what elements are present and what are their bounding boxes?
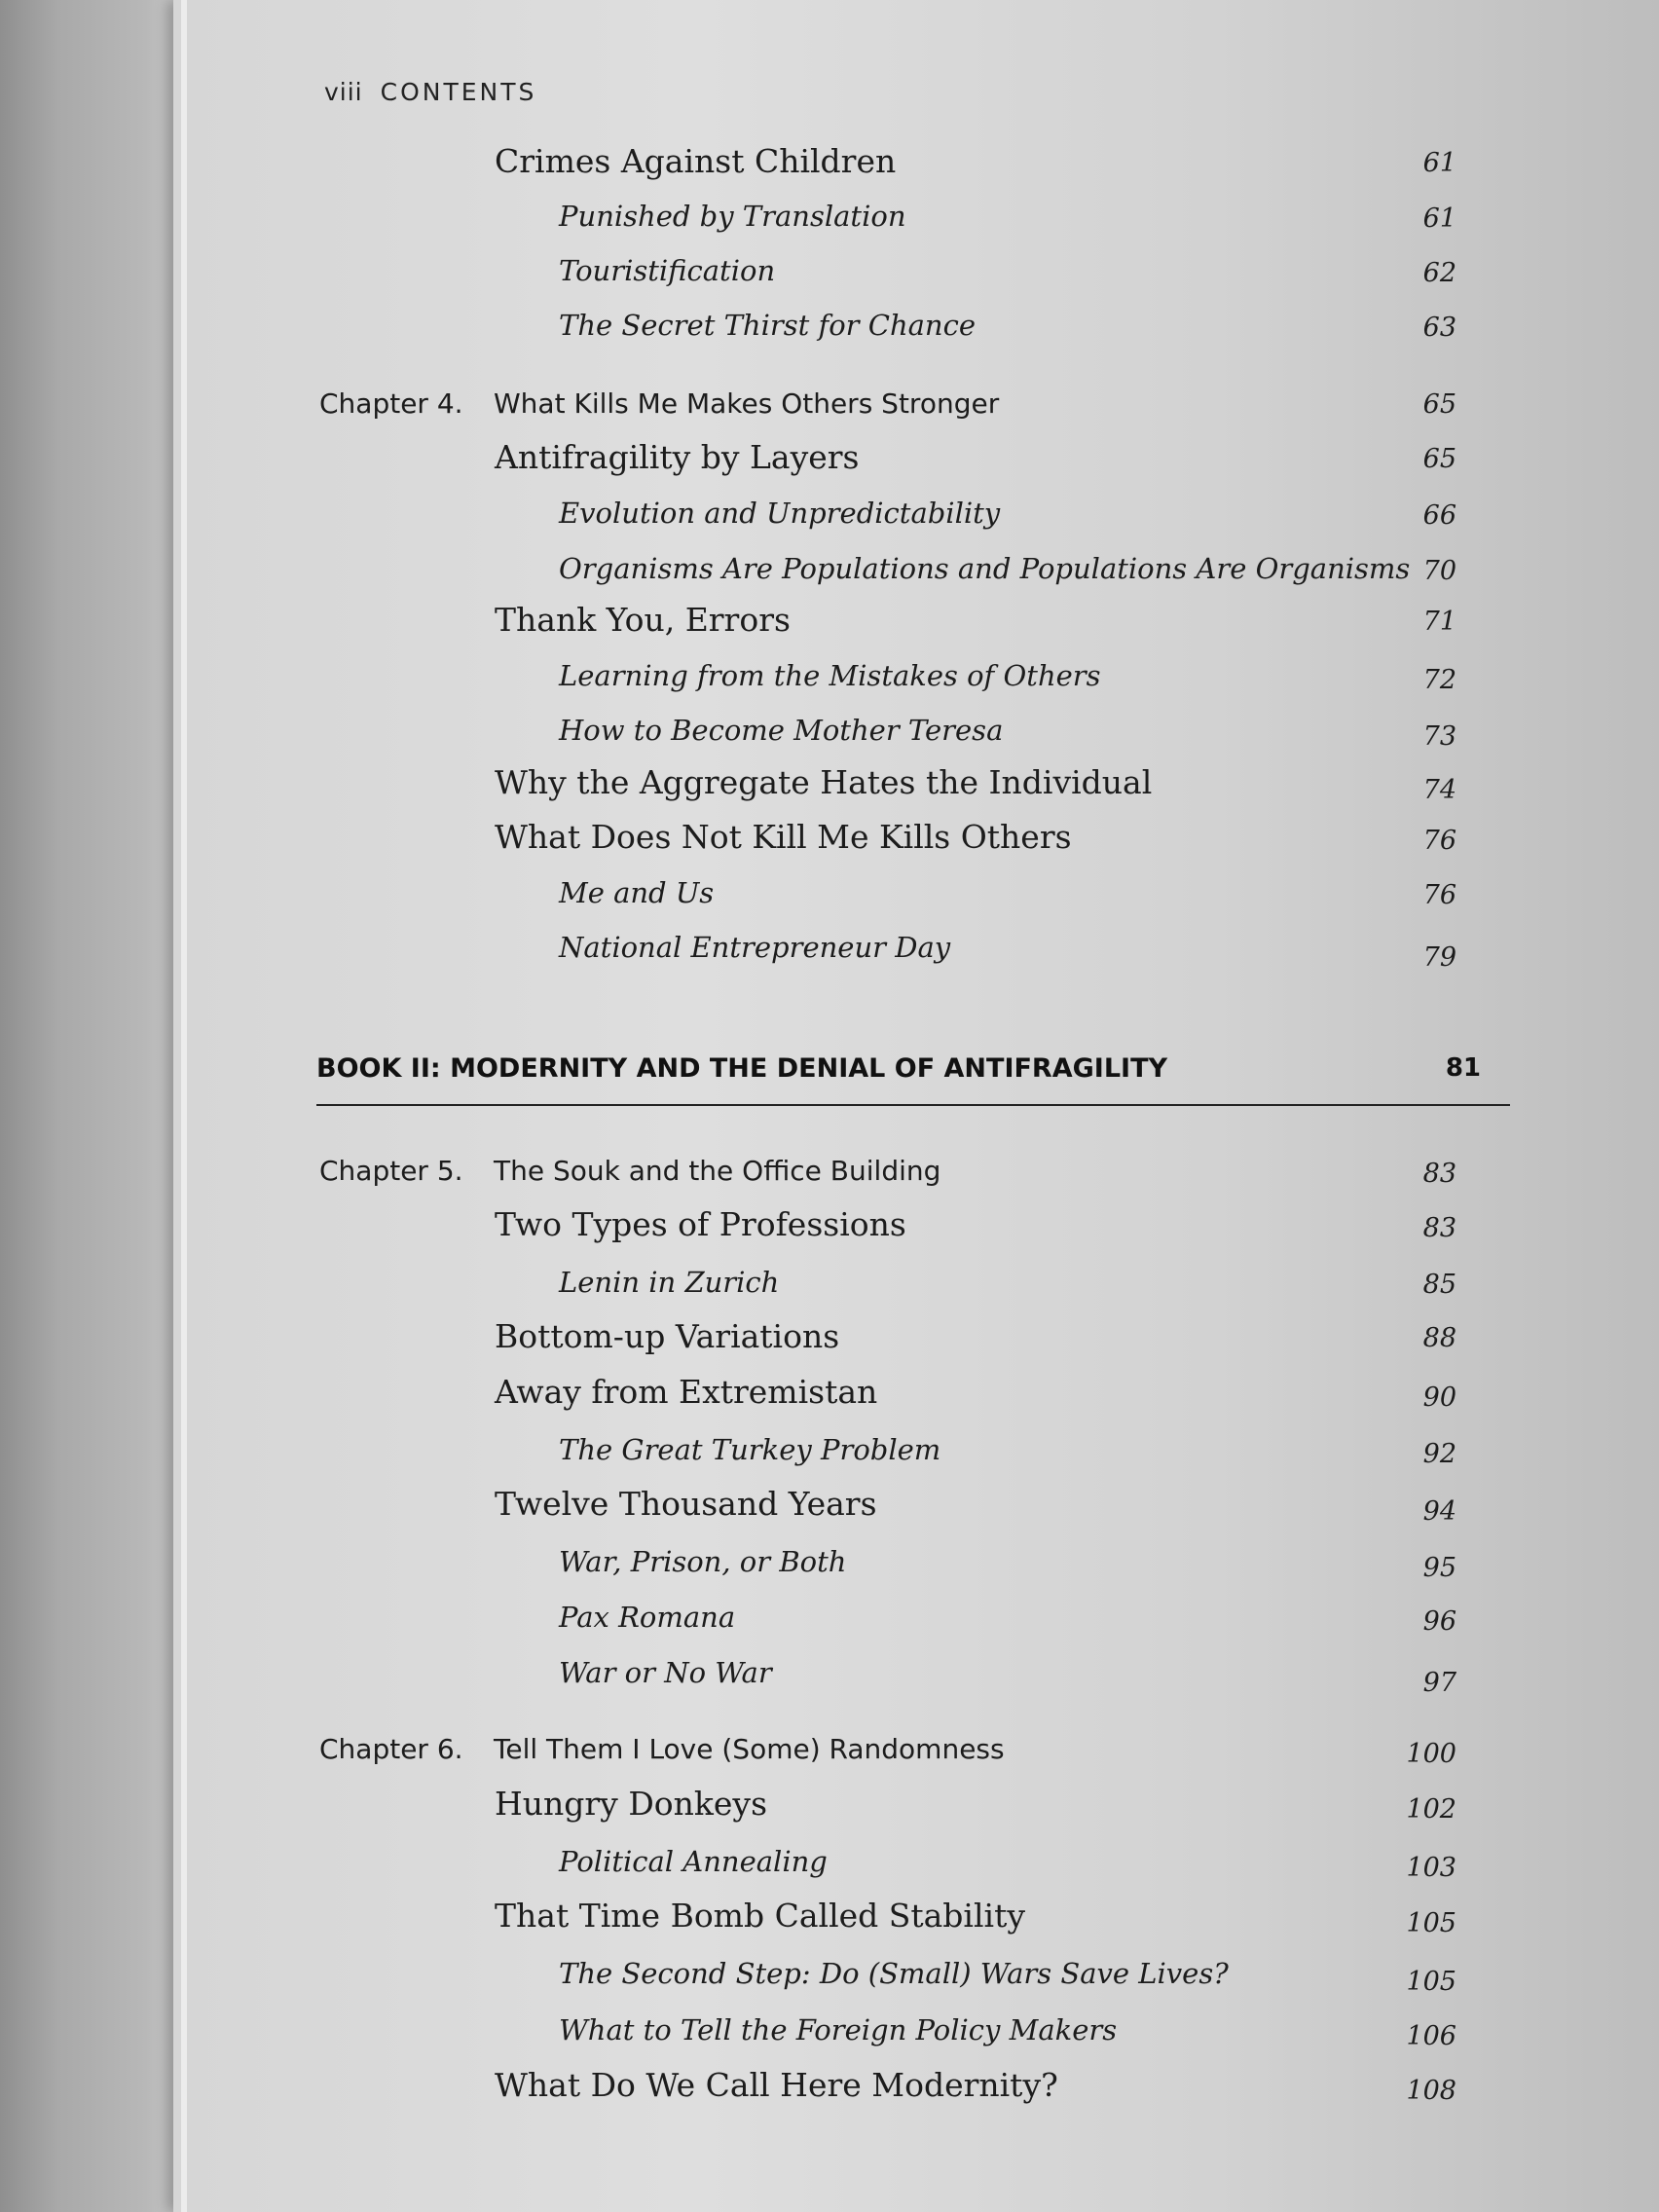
chapter-title: What Kills Me Makes Others Stronger	[494, 387, 1000, 420]
page-number: 106	[1406, 2021, 1456, 2051]
page-number: 92	[1422, 1439, 1456, 1469]
subsection-title: War, Prison, or Both	[559, 1545, 847, 1578]
running-header	[324, 78, 536, 106]
page-number: 76	[1422, 826, 1456, 856]
page-number: 65	[1422, 389, 1456, 420]
page-number: 94	[1422, 1496, 1456, 1527]
subsection-title: Touristification	[559, 254, 776, 287]
toc-subsection	[0, 309, 1659, 359]
toc-subsection	[0, 497, 1659, 547]
section-title: Why the Aggregate Hates the Individual	[495, 763, 1153, 801]
page-number: 83	[1422, 1159, 1456, 1189]
subsection-title: Political Annealing	[559, 1845, 828, 1878]
page-number: 100	[1406, 1739, 1456, 1769]
page-number: 88	[1422, 1323, 1456, 1353]
section-title: Crimes Against Children	[495, 142, 897, 180]
page-number: 61	[1422, 203, 1456, 234]
page-number: 95	[1422, 1553, 1456, 1583]
toc-subsection	[0, 1433, 1659, 1484]
page-number: 105	[1406, 1967, 1456, 1997]
toc-section	[0, 1373, 1659, 1423]
toc-section	[0, 601, 1659, 651]
toc-chapter	[0, 1733, 1659, 1784]
page-number: 90	[1422, 1382, 1456, 1413]
page-number: 65	[1422, 444, 1456, 474]
toc-subsection	[0, 254, 1659, 305]
page-folio: viii	[324, 78, 363, 106]
chapter-label: Chapter 6.	[319, 1733, 463, 1765]
toc-subsection	[0, 1266, 1659, 1316]
toc-section	[0, 1317, 1659, 1368]
section-title: What Do We Call Here Modernity?	[495, 2066, 1058, 2104]
toc-chapter	[0, 387, 1659, 438]
page-number: 62	[1422, 258, 1456, 288]
page-number: 66	[1422, 500, 1456, 531]
toc-subsection	[0, 200, 1659, 250]
section-title: What Does Not Kill Me Kills Others	[495, 818, 1072, 856]
section-title: Two Types of Professions	[495, 1205, 906, 1243]
page-number: 83	[1422, 1213, 1456, 1243]
header-title: CONTENTS	[380, 78, 537, 106]
section-title: Bottom-up Variations	[495, 1317, 840, 1355]
toc-subsection	[0, 1845, 1659, 1896]
page-number: 63	[1422, 313, 1456, 343]
toc-subsection	[0, 1957, 1659, 2008]
toc-section	[0, 142, 1659, 193]
toc-subsection	[0, 1601, 1659, 1651]
toc-section	[0, 763, 1659, 814]
toc-chapter	[0, 1155, 1659, 1205]
page-number: 103	[1406, 1853, 1456, 1883]
page-number: 70	[1422, 556, 1456, 586]
toc-subsection	[0, 659, 1659, 710]
subsection-title: The Secret Thirst for Chance	[559, 309, 976, 342]
subsection-title: The Second Step: Do (Small) Wars Save Lives?	[559, 1957, 1229, 1990]
subsection-title: What to Tell the Foreign Policy Makers	[559, 2013, 1118, 2046]
toc-subsection	[0, 2013, 1659, 2064]
chapter-label: Chapter 4.	[319, 387, 463, 420]
subsection-title: Lenin in Zurich	[559, 1266, 780, 1299]
toc-section	[0, 1485, 1659, 1535]
toc-section	[0, 1205, 1659, 1256]
toc-section	[0, 1897, 1659, 1947]
toc-section	[0, 1785, 1659, 1835]
subsection-title: War or No War	[559, 1656, 772, 1689]
toc-section	[0, 438, 1659, 489]
subsection-title: Me and Us	[559, 876, 715, 909]
toc-book-heading	[316, 1053, 1510, 1106]
section-title: Away from Extremistan	[495, 1373, 878, 1411]
subsection-title: How to Become Mother Teresa	[559, 714, 1004, 747]
chapter-label: Chapter 5.	[319, 1155, 463, 1187]
page-number: 72	[1422, 665, 1456, 695]
page-number: 81	[1445, 1053, 1481, 1083]
page-number: 71	[1422, 607, 1456, 637]
page-number: 73	[1422, 721, 1456, 752]
section-title: Thank You, Errors	[495, 601, 791, 639]
subsection-title: Learning from the Mistakes of Others	[559, 659, 1101, 692]
page-number: 76	[1422, 880, 1456, 910]
toc-subsection	[0, 714, 1659, 764]
page-number: 85	[1422, 1270, 1456, 1300]
toc-subsection	[0, 876, 1659, 927]
section-title: Twelve Thousand Years	[495, 1485, 877, 1523]
section-title: That Time Bomb Called Stability	[495, 1897, 1025, 1935]
page-number: 102	[1406, 1794, 1456, 1825]
toc-section	[0, 2066, 1659, 2117]
toc-subsection	[0, 552, 1659, 603]
page-number: 96	[1422, 1606, 1456, 1637]
section-title: Antifragility by Layers	[495, 438, 860, 476]
toc-subsection	[0, 931, 1659, 981]
page-number: 105	[1406, 1908, 1456, 1938]
page-number: 108	[1406, 2076, 1456, 2106]
subsection-title: National Entrepreneur Day	[559, 931, 951, 964]
chapter-title: The Souk and the Office Building	[494, 1155, 941, 1187]
page-number: 74	[1422, 775, 1456, 805]
page-number: 61	[1422, 148, 1456, 178]
subsection-title: Punished by Translation	[559, 200, 906, 233]
section-title: Hungry Donkeys	[495, 1785, 768, 1823]
subsection-title: Evolution and Unpredictability	[559, 497, 1001, 530]
toc-subsection	[0, 1656, 1659, 1707]
subsection-title: Organisms Are Populations and Populations Are Organisms	[559, 552, 1411, 585]
chapter-title: Tell Them I Love (Some) Randomness	[494, 1733, 1005, 1765]
subsection-title: The Great Turkey Problem	[559, 1433, 941, 1466]
page-number: 97	[1422, 1668, 1456, 1698]
page-number: 79	[1422, 942, 1456, 973]
toc-subsection	[0, 1545, 1659, 1596]
book-title: BOOK II: MODERNITY AND THE DENIAL OF ANTIFRAGILITY	[316, 1053, 1168, 1084]
subsection-title: Pax Romana	[559, 1601, 736, 1634]
toc-section	[0, 818, 1659, 868]
